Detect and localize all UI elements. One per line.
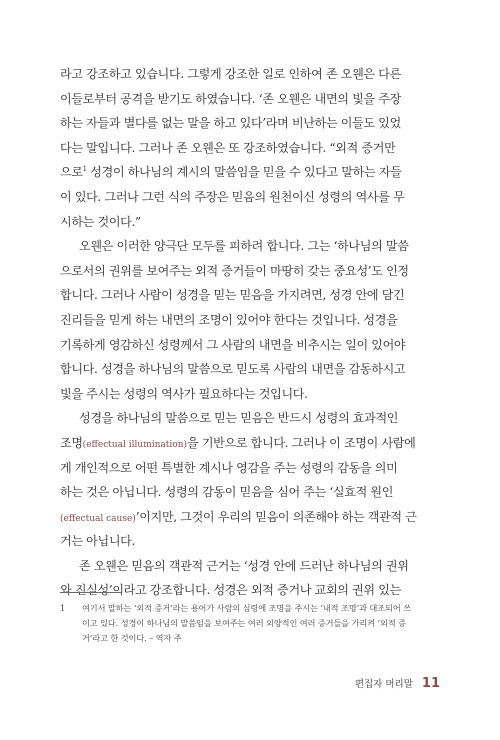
english-term: (effectual cause) [60,513,136,524]
text-line: 으로서의 권위를 보여주는 외적 증거들이 마땅히 갖는 중요성’도 인정 [60,263,409,278]
text-line: 와 진실성’이라고 강조합니다. 성경은 외적 증거나 교회의 권위 있는 [60,583,401,598]
body-text [60,62,440,603]
text-line: 이들로부터 공격을 받기도 하였습니다. ‘존 오웬은 내면의 빛을 주장 [60,91,401,106]
text-line: 빛을 주시는 성령의 역사가 필요하다는 것입니다. [60,386,308,401]
footnote-text [82,601,411,645]
text-line [60,505,440,530]
footnote-line: 이고 있다. 성경이 하나님의 말씀임을 보여주는 여러 외양적인 여러 증거들을 가리켜 ‘외적 증 [82,617,406,628]
page-number: 11 [421,676,440,691]
text-line [60,160,440,185]
text-line: 하는 자들과 별다를 없는 말을 하고 있다’라며 비난하는 이들도 있었 [60,116,401,131]
text-line: 이 있다. 그러나 그런 식의 주장은 믿음의 원천이신 성령의 역사를 무 [60,189,405,204]
footnote-reference: 1 [82,165,87,174]
text-line [60,431,440,456]
footnote-line: 거’라고 한 것이다. – 역자 주 [82,632,182,643]
text-line: 게 개인적으로 어떤 특별한 계시나 영감을 주는 성령의 감동을 의미 [60,460,398,475]
text-line: 합니다. 그러나 사람이 성경을 믿는 믿음을 가지려면, 성경 안에 담긴 [60,288,405,303]
english-term: (effectual illumination) [82,439,188,450]
text-line: 거는 아닙니다. [60,534,135,549]
paragraph-start-line: 오웬은 이러한 양극단 모두를 피하려 합니다. 그는 ‘하나님의 말씀 [79,239,409,254]
paragraph-start-line: 성경을 하나님의 말씀으로 믿는 믿음은 반드시 성령의 효과적인 [79,411,399,426]
text-line: 라고 강조하고 있습니다. 그렇게 강조한 일로 인하여 존 오웬은 다른 [60,67,401,81]
text-fragment: 을 기반으로 합니다. 그러나 이 조명이 사람에 [187,435,416,450]
text-fragment: 성경이 하나님의 계시의 말씀임을 믿을 수 있다고 말하는 자들 [86,165,402,180]
text-line: 기록하게 영감하신 성령께서 그 사람의 내면을 비추시는 일이 있어야 [60,337,406,352]
text-line: 시하는 것이다.” [60,214,141,229]
running-footer-title: 편집자 머리말 [354,679,413,690]
text-line: 다는 말입니다. 그러나 존 오웬은 또 강조하였습니다. “외적 증거만 [60,140,396,155]
text-fragment: 으로 [60,165,83,180]
footnote-line: 여기서 말하는 ‘외적 증거’라는 용어가 사람의 심령에 조명을 주시는 ‘내적 조명’과 대조되어 쓰 [82,603,411,613]
paragraph-start-line: 존 오웬은 믿음의 객관적 근거는 ‘성경 안에 드러난 하나님의 권위 [79,558,409,573]
running-footer [355,676,440,691]
text-line: 합니다. 성경을 하나님의 말씀으로 믿도록 사람의 내면을 감동하시고 [60,362,406,377]
footnote [60,601,440,645]
text-line: 하는 것은 아닙니다. 성령의 감동이 믿음을 심어 주는 ‘실효적 원인 [60,485,394,500]
text-fragment: ’이지만, 그것이 우리의 믿음이 의존해야 하는 객관적 근 [135,509,417,524]
footnote-row [60,601,440,645]
text-line: 진리들을 믿게 하는 내면의 조명이 있어야 한다는 것입니다. 성경을 [60,312,398,327]
text-fragment: 조명 [60,435,83,450]
footnote-divider [60,592,122,593]
footnote-number: 1 [60,603,66,613]
